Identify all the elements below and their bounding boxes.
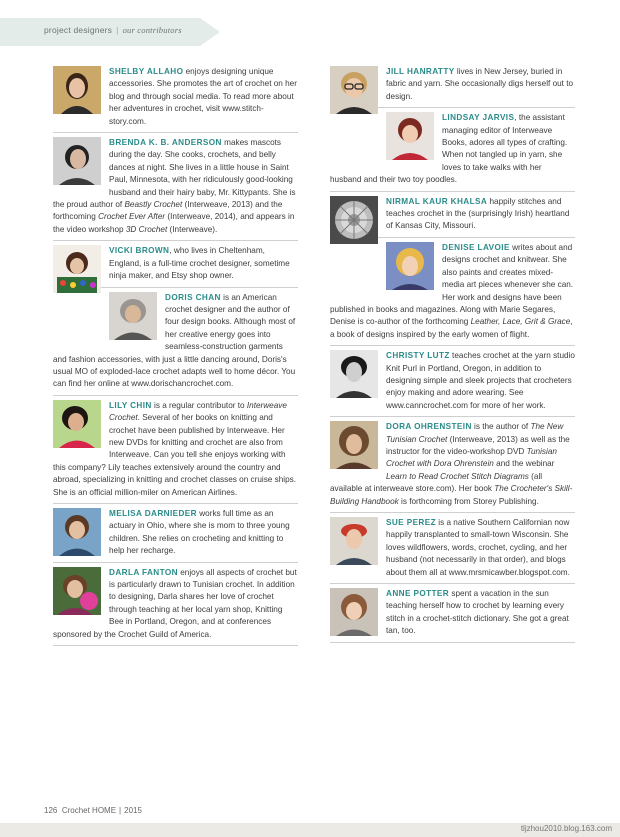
page-footer: 126 Crochet HOME | 2015 [44, 806, 142, 815]
section-label: project designers [44, 25, 113, 35]
contributor-entry: ANNE POTTER spent a vacation in the sun teaching herself how to crochet by learning every stitch in a crochet-stitch dictionary. She got a great tan, too. [330, 584, 575, 643]
contributor-entry: SHELBY ALLAHO enjoys designing unique accessories. She promotes the art of crochet on her blog and through social media. To read more about her adventures in crochet, visit www.stitch-story.com. [53, 64, 298, 133]
page-number: 126 [44, 806, 58, 815]
contributor-entry: VICKI BROWN, who lives in Cheltenham, England, is a full-time crochet designer, sometime ninja maker, and Etsy shop owner. [53, 241, 298, 287]
contributor-entry: LILY CHIN is a regular contributor to Interweave Crochet. Several of her books on knitting and crochet have been published by Interweave. Her new DVDs for knitting and crochet are also from Interweave. Can you tell she enjoys working with this company? Lily teaches extensively around the country and abroad, specializing in knitting and crochet classes on cruise ships. She is an official million-miler on American Airlines. [53, 396, 298, 504]
contributor-photo [330, 517, 378, 565]
contributor-entry: DARLA FANTON enjoys all aspects of crochet but is particularly drawn to Tunisian crochet. In addition to designing, Darla shares her love of crochet through teaching at her local yarn shop, Knitting Bee in Portland, Oregon, and at conferences sponsored by the Crochet Guild of America. [53, 563, 298, 646]
section-header: project designers | our contributors [44, 25, 182, 35]
contributor-photo [53, 567, 101, 615]
contributor-photo [53, 400, 101, 448]
contributor-entry: BRENDA K. B. ANDERSON makes mascots during the day. She cooks, crochets, and belly dances at night. She lives in a little house in Saint Paul, Minnesota, with her ridiculously good-looking husband and their hairy baby, Mr. Kittypants. She is the proud author of Beastly Crochet (Interweave, 2013) and the forthcoming Crochet Ever After (Interweave, 2014), and appears in the video workshop 3D Crochet (Interweave). [53, 133, 298, 241]
magazine-title: Crochet HOME [61, 806, 117, 815]
watermark: tljzhou2010.blog.163.com [520, 824, 612, 833]
contributor-entry: LINDSAY JARVIS, the assistant managing editor of Interweave Books, adores all types of crafting. When not tangled up in yarn, she loves to take walks with her husband and their two toy poodles. [330, 108, 575, 191]
contributor-entry: JILL HANRATTY lives in New Jersey, buried in fabric and yarn. She occasionally digs herself out to design. [330, 64, 575, 108]
left-column [53, 64, 298, 646]
contributor-photo [53, 245, 101, 293]
right-column [330, 64, 575, 643]
contributor-photo [330, 350, 378, 398]
contributor-photo [330, 66, 378, 114]
contributor-entry: DORIS CHAN is an American crochet designer and the author of four design books. Although most of her creative energy goes into seamless-construction garments and fashion accessories, with just a little dancing around, Doris's usual MO of exploded-lace crochet adapts well to home décor. You can find her online at www.dorischancrochet.com. [53, 288, 298, 396]
contributor-entry: MELISA DARNIEDER works full time as an actuary in Ohio, where she is mom to three young children. She relies on crocheting and knitting to help her recharge. [53, 504, 298, 563]
contributor-photo [53, 508, 101, 556]
contributor-photo [53, 66, 101, 114]
contributor-photo [330, 588, 378, 636]
contributor-entry: CHRISTY LUTZ teaches crochet at the yarn studio Knit Purl in Portland, Oregon, in addition to designing simple and sleek projects that crocheters enjoy making and adore wearing. See www.canncrochet.com for more of her work. [330, 346, 575, 417]
contributor-photo [53, 137, 101, 185]
contributor-entry: DORA OHRENSTEIN is the author of The New Tunisian Crochet (Interweave, 2013) as well as the instructor for the video-workshop DVD Tunisian Crochet with Dora Ohrenstein and the webinar Learn to Read Crochet Stitch Diagrams (all available at interweave store.com). Her book The Crocheter's Skill-Building Handbook is forthcoming from Storey Publishing. [330, 417, 575, 513]
issue-year: 2015 [124, 806, 142, 815]
contributor-entry: DENISE LAVOIE writes about and designs crochet and knitwear. She also paints and creates mixed-media art pieces whenever she can. Her work and designs have been published in books and magazines. Along with Marie Segares, Denise is co-author of the forthcoming Leather, Lace, Grit & Grace, a book of designs inspired by the early women of flight. [330, 238, 575, 346]
contributor-photo [386, 112, 434, 160]
contributor-photo [386, 242, 434, 290]
subsection-label: our contributors [122, 25, 182, 35]
contributor-photo [330, 421, 378, 469]
contributor-entry: SUE PEREZ is a native Southern Californian now happily transplanted to small-town Wisconsin. She loves wildflowers, words, crochet, cycling, and her husband (not necessarily in that order), and blogs about them all at www.mrsmicawber.blogspot.com. [330, 513, 575, 584]
contributor-photo [109, 292, 157, 340]
contributor-entry: NIRMAL KAUR KHALSA happily stitches and teaches crochet in the (surprisingly Irish) heartland of Kansas City, Missouri. [330, 192, 575, 238]
contributor-photo [330, 196, 378, 244]
